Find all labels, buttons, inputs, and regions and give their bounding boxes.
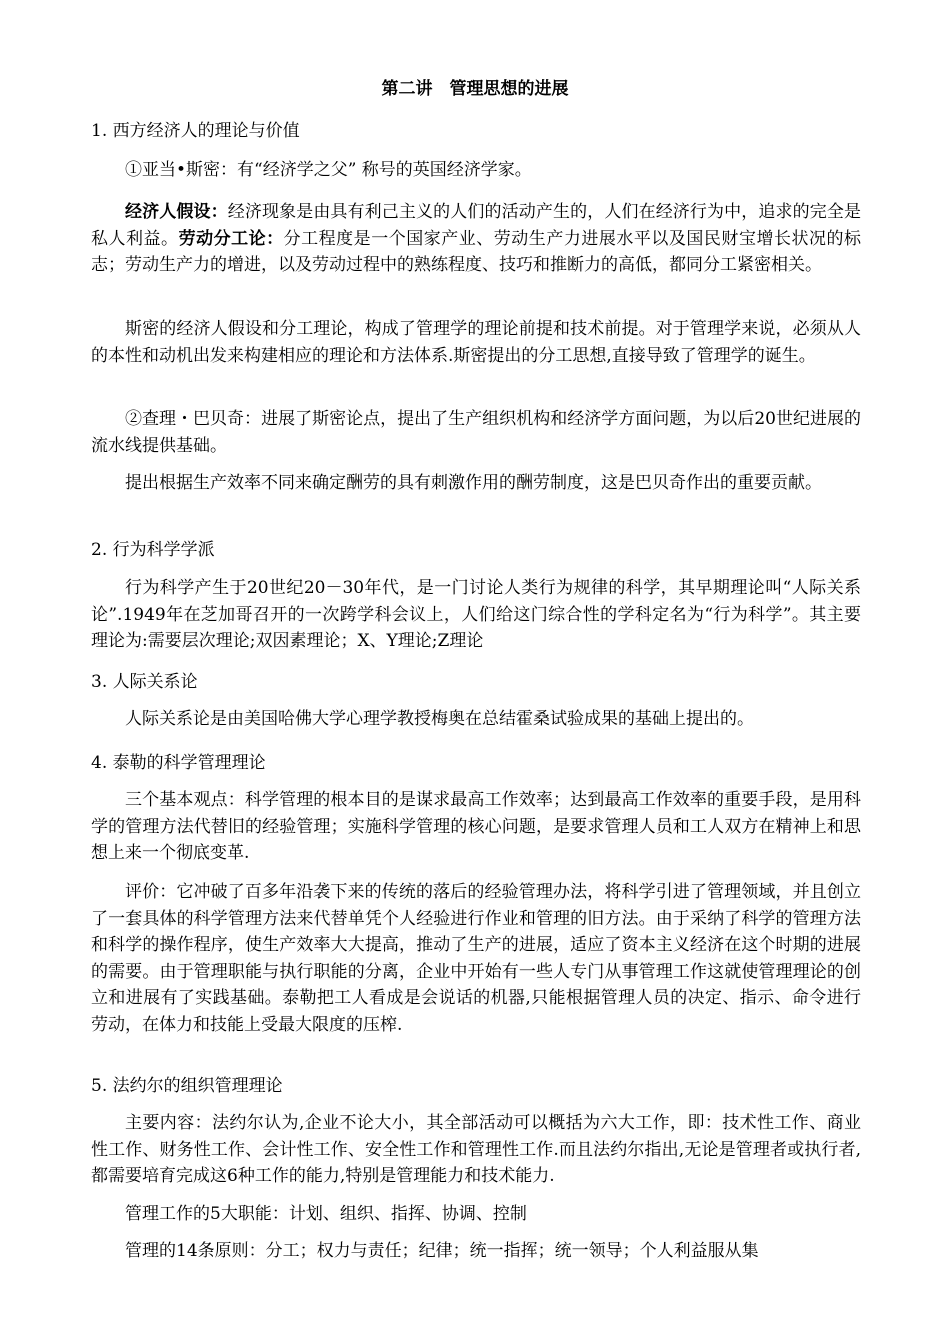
section-heading: 5. 法约尔的组织管理理论 (91, 1076, 283, 1096)
page-title: 第二讲 管理思想的进展 (381, 79, 569, 99)
paragraph: 行为科学产生于20世纪20－30年代，是一门讨论人类行为规律的科学，其早期理论叫“人际关系论”.1949年在芝加哥召开的一次跨学科会议上，人们给这门综合性的学科定名为“行为科学”。其主要理论为:需要层次理论;双因素理论；X、Y理论;Z理论 (91, 578, 861, 651)
section-heading: 3. 人际关系论 (91, 672, 198, 692)
paragraph-text: 经济现象是由具有利己主义的人们的活动产生的，人们在经济行为中，追求的完全是私人利益。 (91, 202, 862, 249)
bold-term: 经济人假设： (125, 202, 228, 222)
section-heading: 2. 行为科学学派 (91, 540, 215, 560)
paragraph-text: 分工程度是一个国家产业、劳动生产力进展水平以及国民财宝增长状况的标志；劳动生产力的增进，以及劳动过程中的熟练程度、技巧和推断力的高低，都同分工紧密相关。 (91, 228, 862, 275)
bold-term: 劳动分工论： (178, 228, 284, 249)
section-heading: 1. 西方经济人的理论与价值 (91, 121, 300, 141)
paragraph: 三个基本观点：科学管理的根本目的是谋求最高工作效率；达到最高工作效率的重要手段，是用科学的管理方法代替旧的经验管理；实施科学管理的核心问题，是要求管理人员和工人双方在精神上和思想上来一个彻底变革. (91, 790, 861, 863)
paragraph: 人际关系论是由美国哈佛大学心理学教授梅奥在总结霍桑试验成果的基础上提出的。 (125, 709, 754, 729)
paragraph: 提出根据生产效率不同来确定酬劳的具有刺激作用的酬劳制度，这是巴贝奇作出的重要贡献。 (125, 473, 822, 493)
paragraph: ①亚当•斯密：有“经济学之父” 称号的英国经济学家。 (125, 160, 532, 180)
paragraph: 管理的14条原则：分工；权力与责任；纪律；统一指挥；统一领导；个人利益服从集 (125, 1241, 759, 1261)
paragraph: 管理工作的5大职能：计划、组织、指挥、协调、控制 (125, 1204, 527, 1224)
paragraph (91, 199, 861, 279)
paragraph: ②查理・巴贝奇：进展了斯密论点，提出了生产组织机构和经济学方面问题，为以后20世纪进展的流水线提供基础。 (91, 409, 861, 456)
paragraph: 主要内容：法约尔认为,企业不论大小，其全部活动可以概括为六大工作，即：技术性工作、商业性工作、财务性工作、会计性工作、安全性工作和管理性工作.而且法约尔指出,无论是管理者或执行者,都需要培育完成这6种工作的能力,特别是管理能力和技术能力. (91, 1113, 861, 1186)
section-heading: 4. 泰勒的科学管理理论 (91, 753, 266, 773)
paragraph: 评价：它冲破了百多年沿袭下来的传统的落后的经验管理办法，将科学引进了管理领域，并且创立了一套具体的科学管理方法来代替单凭个人经验进行作业和管理的旧方法。由于采纳了科学的管理方法和科学的操作程序，使生产效率大大提高，推动了生产的进展，适应了资本主义经济在这个时期的进展的需要。由于管理职能与执行职能的分离，企业中开始有一些人专门从事管理工作这就使管理理论的创立和进展有了实践基础。泰勒把工人看成是会说话的机器,只能根据管理人员的决定、指示、命令进行劳动，在体力和技能上受最大限度的压榨. (91, 882, 861, 1035)
paragraph: 斯密的经济人假设和分工理论，构成了管理学的理论前提和技术前提。对于管理学来说，必须从人的本性和动机出发来构建相应的理论和方法体系.斯密提出的分工思想,直接导致了管理学的诞生。 (91, 319, 861, 366)
